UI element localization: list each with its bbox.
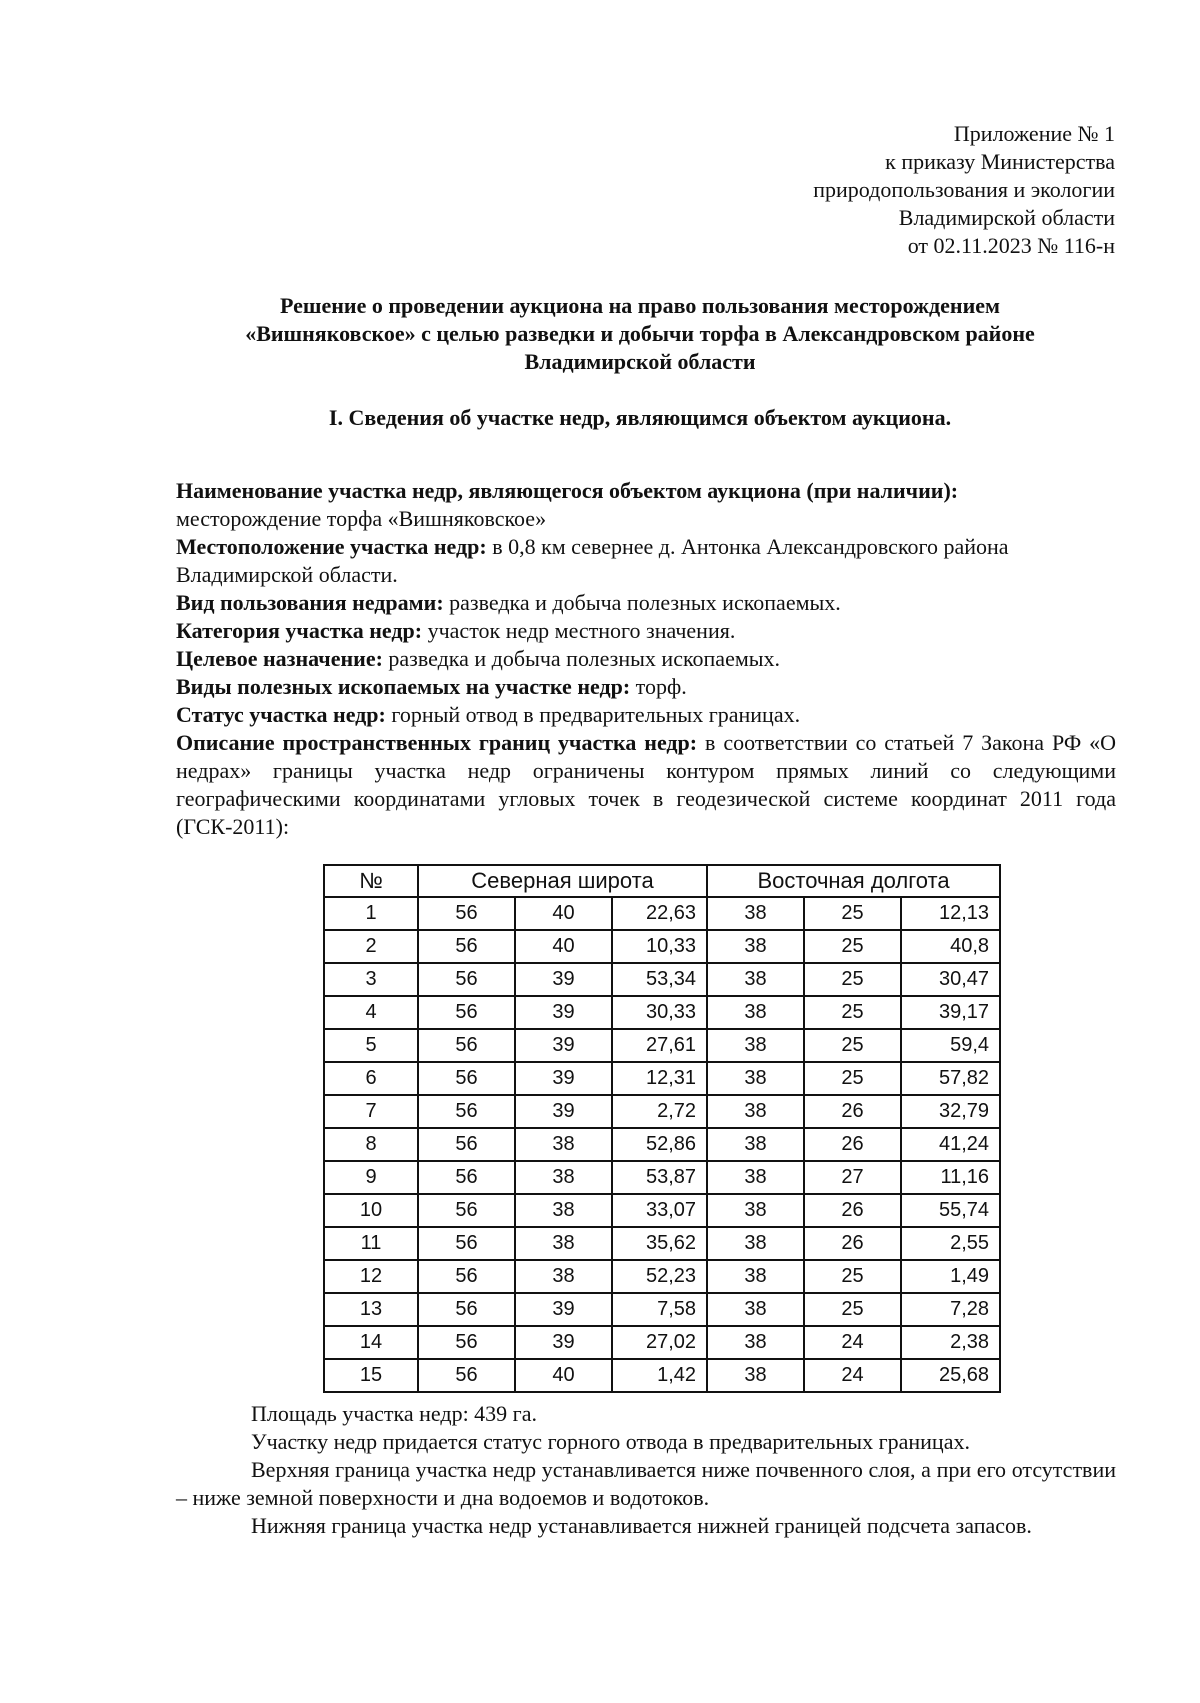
footer-text — [176, 1400, 1116, 1540]
point-number-cell: 10 — [324, 1194, 418, 1227]
info-status — [176, 701, 1116, 729]
header-east-longitude: Восточная долгота — [707, 865, 1000, 897]
table-row — [324, 1161, 1000, 1194]
appendix-ministry: природопользования и экологии — [813, 177, 1115, 202]
point-number-cell: 5 — [324, 1029, 418, 1062]
north-minutes-cell: 40 — [515, 1359, 612, 1392]
header-number: № — [324, 865, 418, 897]
north-seconds-cell: 10,33 — [612, 930, 707, 963]
info-purpose — [176, 645, 1116, 673]
north-minutes-cell: 40 — [515, 930, 612, 963]
info-name-value: месторождение торфа «Вишняковское» — [176, 506, 547, 531]
east-seconds-cell: 55,74 — [901, 1194, 1000, 1227]
east-degrees-cell: 38 — [707, 930, 804, 963]
point-number-cell: 8 — [324, 1128, 418, 1161]
table-row — [324, 1293, 1000, 1326]
east-seconds-cell: 41,24 — [901, 1128, 1000, 1161]
east-degrees-cell: 38 — [707, 1128, 804, 1161]
east-degrees-cell: 38 — [707, 963, 804, 996]
north-seconds-cell: 7,58 — [612, 1293, 707, 1326]
east-degrees-cell: 38 — [707, 1260, 804, 1293]
point-number-cell: 3 — [324, 963, 418, 996]
info-boundary-label: Описание пространственных границ участка недр: — [176, 730, 698, 755]
info-category-value: участок недр местного значения. — [427, 618, 736, 643]
east-seconds-cell: 7,28 — [901, 1293, 1000, 1326]
east-minutes-cell: 24 — [804, 1326, 901, 1359]
north-minutes-cell: 39 — [515, 963, 612, 996]
east-degrees-cell: 38 — [707, 1161, 804, 1194]
title-line-3: Владимирской области — [524, 349, 756, 374]
info-minerals-value: торф. — [635, 674, 687, 699]
appendix-order-ref: к приказу Министерства — [885, 149, 1115, 174]
info-status-label: Статус участка недр: — [176, 702, 386, 727]
table-row — [324, 1029, 1000, 1062]
north-seconds-cell: 12,31 — [612, 1062, 707, 1095]
east-minutes-cell: 25 — [804, 996, 901, 1029]
appendix-region: Владимирской области — [898, 205, 1115, 230]
north-degrees-cell: 56 — [418, 1029, 515, 1062]
section-heading: I. Сведения об участке недр, являющимся объектом аукциона. — [328, 405, 952, 430]
east-seconds-cell: 40,8 — [901, 930, 1000, 963]
table-body — [324, 897, 1000, 1392]
east-minutes-cell: 25 — [804, 1062, 901, 1095]
header-north-latitude: Северная широта — [418, 865, 707, 897]
status-statement: Участку недр придается статус горного отвода в предварительных границах. — [251, 1429, 970, 1454]
north-degrees-cell: 56 — [418, 1194, 515, 1227]
appendix-date: от 02.11.2023 № 116-н — [907, 233, 1115, 258]
east-minutes-cell: 25 — [804, 930, 901, 963]
east-seconds-cell: 30,47 — [901, 963, 1000, 996]
subsoil-info — [176, 477, 1116, 841]
area-statement: Площадь участка недр: 439 га. — [251, 1401, 537, 1426]
info-location-value: в 0,8 км севернее д. Антонка Александровского района Владимирской области. — [176, 534, 1009, 587]
north-seconds-cell: 35,62 — [612, 1227, 707, 1260]
upper-boundary-statement: Верхняя граница участка недр устанавливается ниже почвенного слоя, а при его отсутствии – ниже земной поверхности и дна водоемов и водотоков. — [176, 1457, 1116, 1510]
north-seconds-cell: 53,87 — [612, 1161, 707, 1194]
table-row — [324, 1128, 1000, 1161]
table-row — [324, 897, 1000, 930]
north-degrees-cell: 56 — [418, 1062, 515, 1095]
north-degrees-cell: 56 — [418, 1227, 515, 1260]
north-minutes-cell: 39 — [515, 1293, 612, 1326]
info-purpose-value: разведка и добыча полезных ископаемых. — [388, 646, 781, 671]
info-location-label: Местоположение участка недр: — [176, 534, 487, 559]
east-minutes-cell: 27 — [804, 1161, 901, 1194]
east-seconds-cell: 12,13 — [901, 897, 1000, 930]
east-degrees-cell: 38 — [707, 1359, 804, 1392]
north-seconds-cell: 22,63 — [612, 897, 707, 930]
point-number-cell: 7 — [324, 1095, 418, 1128]
table-row — [324, 1326, 1000, 1359]
table-row — [324, 1260, 1000, 1293]
east-minutes-cell: 25 — [804, 1029, 901, 1062]
east-seconds-cell: 25,68 — [901, 1359, 1000, 1392]
east-degrees-cell: 38 — [707, 996, 804, 1029]
east-seconds-cell: 11,16 — [901, 1161, 1000, 1194]
north-minutes-cell: 39 — [515, 996, 612, 1029]
north-minutes-cell: 40 — [515, 897, 612, 930]
title-line-2: «Вишняковское» с целью разведки и добычи торфа в Александровском районе — [245, 321, 1035, 346]
document-title — [170, 292, 1110, 376]
east-minutes-cell: 25 — [804, 1260, 901, 1293]
info-name-label: Наименование участка недр, являющегося объектом аукциона (при наличии): — [176, 478, 959, 503]
info-minerals-label: Виды полезных ископаемых на участке недр: — [176, 674, 631, 699]
east-degrees-cell: 38 — [707, 1029, 804, 1062]
east-minutes-cell: 25 — [804, 963, 901, 996]
title-line-1: Решение о проведении аукциона на право пользования месторождением — [279, 293, 1000, 318]
north-seconds-cell: 1,42 — [612, 1359, 707, 1392]
north-minutes-cell: 38 — [515, 1227, 612, 1260]
east-degrees-cell: 38 — [707, 1227, 804, 1260]
north-degrees-cell: 56 — [418, 1095, 515, 1128]
point-number-cell: 12 — [324, 1260, 418, 1293]
info-usage-label: Вид пользования недрами: — [176, 590, 444, 615]
north-degrees-cell: 56 — [418, 996, 515, 1029]
east-degrees-cell: 38 — [707, 1326, 804, 1359]
north-minutes-cell: 38 — [515, 1161, 612, 1194]
info-category-label: Категория участка недр: — [176, 618, 423, 643]
north-minutes-cell: 39 — [515, 1326, 612, 1359]
north-minutes-cell: 39 — [515, 1095, 612, 1128]
north-minutes-cell: 38 — [515, 1194, 612, 1227]
point-number-cell: 14 — [324, 1326, 418, 1359]
north-minutes-cell: 38 — [515, 1260, 612, 1293]
east-degrees-cell: 38 — [707, 1293, 804, 1326]
info-purpose-label: Целевое назначение: — [176, 646, 383, 671]
north-degrees-cell: 56 — [418, 1161, 515, 1194]
north-degrees-cell: 56 — [418, 963, 515, 996]
lower-boundary-statement: Нижняя граница участка недр устанавливается нижней границей подсчета запасов. — [251, 1513, 1032, 1538]
info-status-value: горный отвод в предварительных границах. — [391, 702, 801, 727]
north-degrees-cell: 56 — [418, 897, 515, 930]
north-degrees-cell: 56 — [418, 1359, 515, 1392]
north-seconds-cell: 33,07 — [612, 1194, 707, 1227]
point-number-cell: 6 — [324, 1062, 418, 1095]
info-minerals — [176, 673, 1116, 701]
east-seconds-cell: 2,38 — [901, 1326, 1000, 1359]
north-degrees-cell: 56 — [418, 1260, 515, 1293]
info-category — [176, 617, 1116, 645]
point-number-cell: 2 — [324, 930, 418, 963]
point-number-cell: 11 — [324, 1227, 418, 1260]
north-degrees-cell: 56 — [418, 1128, 515, 1161]
north-degrees-cell: 56 — [418, 1326, 515, 1359]
table-row — [324, 1062, 1000, 1095]
east-seconds-cell: 59,4 — [901, 1029, 1000, 1062]
north-seconds-cell: 52,86 — [612, 1128, 707, 1161]
info-name — [176, 477, 1116, 533]
point-number-cell: 13 — [324, 1293, 418, 1326]
north-minutes-cell: 39 — [515, 1029, 612, 1062]
point-number-cell: 4 — [324, 996, 418, 1029]
north-degrees-cell: 56 — [418, 930, 515, 963]
coordinates-table — [323, 864, 1001, 1393]
table-row — [324, 996, 1000, 1029]
north-seconds-cell: 53,34 — [612, 963, 707, 996]
north-degrees-cell: 56 — [418, 1293, 515, 1326]
info-location — [176, 533, 1116, 589]
east-seconds-cell: 2,55 — [901, 1227, 1000, 1260]
north-minutes-cell: 38 — [515, 1128, 612, 1161]
east-minutes-cell: 26 — [804, 1095, 901, 1128]
east-minutes-cell: 26 — [804, 1128, 901, 1161]
east-minutes-cell: 26 — [804, 1194, 901, 1227]
north-seconds-cell: 2,72 — [612, 1095, 707, 1128]
table-row — [324, 1359, 1000, 1392]
east-seconds-cell: 1,49 — [901, 1260, 1000, 1293]
table-row — [324, 1227, 1000, 1260]
table-row — [324, 1095, 1000, 1128]
north-seconds-cell: 52,23 — [612, 1260, 707, 1293]
table-row — [324, 963, 1000, 996]
table-row — [324, 930, 1000, 963]
info-boundary — [176, 729, 1116, 841]
north-seconds-cell: 27,61 — [612, 1029, 707, 1062]
table-row — [324, 1194, 1000, 1227]
appendix-header — [695, 120, 1115, 260]
east-degrees-cell: 38 — [707, 1095, 804, 1128]
east-degrees-cell: 38 — [707, 1194, 804, 1227]
east-degrees-cell: 38 — [707, 1062, 804, 1095]
appendix-number: Приложение № 1 — [953, 121, 1115, 146]
north-seconds-cell: 27,02 — [612, 1326, 707, 1359]
info-usage-value: разведка и добыча полезных ископаемых. — [449, 590, 841, 615]
point-number-cell: 1 — [324, 897, 418, 930]
east-minutes-cell: 26 — [804, 1227, 901, 1260]
info-boundary-value: в соответствии со статьей 7 Закона РФ «О недрах» границы участка недр ограничены контуром прямых линий со следующими географическими координатами угловых точек в геодезической системе координат 2011 года (ГСК-2011): — [176, 730, 1117, 839]
east-seconds-cell: 57,82 — [901, 1062, 1000, 1095]
north-seconds-cell: 30,33 — [612, 996, 707, 1029]
east-minutes-cell: 25 — [804, 897, 901, 930]
east-seconds-cell: 39,17 — [901, 996, 1000, 1029]
info-usage — [176, 589, 1116, 617]
east-minutes-cell: 25 — [804, 1293, 901, 1326]
point-number-cell: 9 — [324, 1161, 418, 1194]
east-degrees-cell: 38 — [707, 897, 804, 930]
east-seconds-cell: 32,79 — [901, 1095, 1000, 1128]
north-minutes-cell: 39 — [515, 1062, 612, 1095]
east-minutes-cell: 24 — [804, 1359, 901, 1392]
point-number-cell: 15 — [324, 1359, 418, 1392]
table-header-row — [324, 865, 1000, 897]
